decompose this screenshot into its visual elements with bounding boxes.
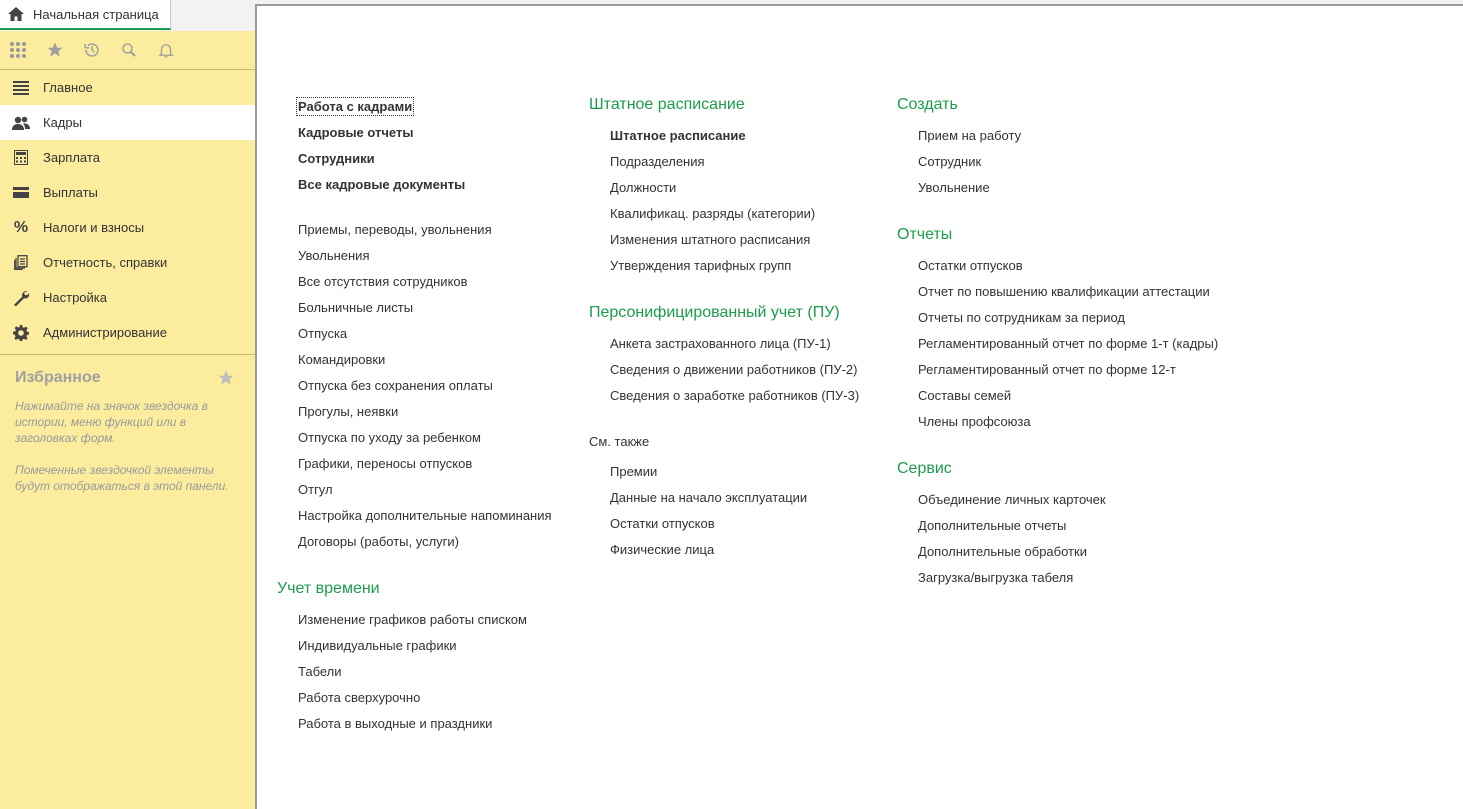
link-col1-item[interactable]: Отпуска по уходу за ребенком <box>298 430 481 445</box>
nav-item-label: Настройка <box>43 290 107 305</box>
section-nav <box>0 70 255 355</box>
link-pu-item[interactable]: Анкета застрахованного лица (ПУ-1) <box>610 336 831 351</box>
link-report-item[interactable]: Отчет по повышению квалификации аттестации <box>918 284 1210 299</box>
star-icon[interactable] <box>45 40 65 60</box>
link-time-item[interactable]: Табели <box>298 664 342 679</box>
link-all-hr-docs[interactable]: Все кадровые документы <box>298 177 466 192</box>
main-content <box>255 4 1463 809</box>
link-col1-item[interactable]: Договоры (работы, услуги) <box>298 534 460 549</box>
calculator-icon <box>12 150 30 166</box>
section-title-pu: Персонифицированный учет (ПУ) <box>589 304 840 321</box>
section-title-service: Сервис <box>897 460 952 477</box>
nav-item-taxes[interactable] <box>0 210 255 245</box>
wrench-icon <box>12 290 30 306</box>
nav-item-main[interactable] <box>0 70 255 105</box>
link-col1-item[interactable]: Увольнения <box>298 248 370 263</box>
divider <box>0 350 255 355</box>
section-title-time: Учет времени <box>277 580 380 597</box>
link-report-item[interactable]: Составы семей <box>918 388 1012 403</box>
link-pu-item[interactable]: Сведения о заработке работников (ПУ-3) <box>610 388 860 403</box>
link-staff-item[interactable]: Должности <box>610 180 677 195</box>
favorites-title: Избранное <box>15 369 101 386</box>
link-report-item[interactable]: Члены профсоюза <box>918 414 1031 429</box>
link-staff-item[interactable]: Утверждения тарифных групп <box>610 258 792 273</box>
link-col1-item[interactable]: Настройка дополнительные напоминания <box>298 508 552 523</box>
card-icon <box>12 185 30 201</box>
nav-item-settings[interactable] <box>0 280 255 315</box>
section-title-create: Создать <box>897 96 958 113</box>
link-staff-item[interactable]: Подразделения <box>610 154 705 169</box>
sidebar-toolbar <box>0 31 255 70</box>
favorites-header <box>0 358 255 398</box>
search-icon[interactable] <box>119 40 139 60</box>
link-time-item[interactable]: Изменение графиков работы списком <box>298 612 527 627</box>
link-col1-item[interactable]: Прогулы, неявки <box>298 404 399 419</box>
link-pu-item[interactable]: Сведения о движении работников (ПУ-2) <box>610 362 858 377</box>
link-report-item[interactable]: Регламентированный отчет по форме 12-т <box>918 362 1176 377</box>
percent-icon: % <box>13 218 29 236</box>
documents-icon <box>12 255 30 271</box>
tab-home-label: Начальная страница <box>33 6 159 22</box>
link-staff-item[interactable]: Квалификац. разряды (категории) <box>610 206 816 221</box>
link-hr-reports[interactable]: Кадровые отчеты <box>298 125 414 140</box>
link-col1-item[interactable]: Командировки <box>298 352 386 367</box>
link-col1-item[interactable]: Больничные листы <box>298 300 414 315</box>
link-service-item[interactable]: Дополнительные отчеты <box>918 518 1067 533</box>
gear-icon <box>12 325 30 341</box>
link-see-also-item[interactable]: Физические лица <box>610 542 715 557</box>
link-report-item[interactable]: Отчеты по сотрудникам за период <box>918 310 1125 325</box>
apps-grid-icon[interactable] <box>8 40 28 60</box>
nav-item-label: Кадры <box>43 115 82 130</box>
sidebar <box>0 31 255 809</box>
nav-item-label: Главное <box>43 80 93 95</box>
link-see-also-item[interactable]: Данные на начало эксплуатации <box>610 490 808 505</box>
link-col1-item[interactable]: Отпуска <box>298 326 348 341</box>
nav-item-admin[interactable] <box>0 315 255 350</box>
link-report-item[interactable]: Регламентированный отчет по форме 1-т (кадры) <box>918 336 1219 351</box>
see-also-label: См. также <box>589 434 650 449</box>
link-time-item[interactable]: Работа сверхурочно <box>298 690 421 705</box>
link-staff-item[interactable]: Штатное расписание <box>610 128 746 143</box>
section-title-reports: Отчеты <box>897 226 953 243</box>
tab-home[interactable] <box>0 0 171 30</box>
menu-lines-icon <box>12 80 30 96</box>
link-col1-item[interactable]: Приемы, переводы, увольнения <box>298 222 492 237</box>
link-employees[interactable]: Сотрудники <box>298 151 375 166</box>
link-staff-item[interactable]: Изменения штатного расписания <box>610 232 811 247</box>
link-hr-work[interactable]: Работа с кадрами <box>298 99 413 114</box>
nav-item-label: Отчетность, справки <box>43 255 168 270</box>
link-see-also-item[interactable]: Премии <box>610 464 658 479</box>
nav-item-payments[interactable] <box>0 175 255 210</box>
link-col1-item[interactable]: Отгул <box>298 482 333 497</box>
favorites-hint <box>0 398 250 494</box>
link-time-item[interactable]: Индивидуальные графики <box>298 638 457 653</box>
users-icon <box>12 115 30 131</box>
nav-item-label: Зарплата <box>43 150 100 165</box>
link-report-item[interactable]: Остатки отпусков <box>918 258 1023 273</box>
link-see-also-item[interactable]: Остатки отпусков <box>610 516 715 531</box>
home-icon <box>8 7 24 21</box>
link-service-item[interactable]: Загрузка/выгрузка табеля <box>918 570 1074 585</box>
favorites-hint-1: Нажимайте на значок звездочка в истории, меню функций или в заголовках форм. <box>15 399 208 445</box>
history-icon[interactable] <box>82 40 102 60</box>
favorites-hint-2: Помеченные звездочкой элементы будут отображаться в этой панели. <box>15 463 229 493</box>
star-icon[interactable] <box>217 369 235 387</box>
nav-item-label: Налоги и взносы <box>43 220 145 235</box>
nav-item-salary[interactable] <box>0 140 255 175</box>
link-create-item[interactable]: Увольнение <box>918 180 990 195</box>
nav-item-label: Администрирование <box>43 325 167 340</box>
section-title-staff: Штатное расписание <box>589 96 745 113</box>
link-service-item[interactable]: Дополнительные обработки <box>918 544 1087 559</box>
link-create-item[interactable]: Прием на работу <box>918 128 1022 143</box>
link-col1-item[interactable]: Графики, переносы отпусков <box>298 456 473 471</box>
nav-item-reports[interactable] <box>0 245 255 280</box>
nav-item-hr[interactable] <box>0 105 255 140</box>
link-col1-item[interactable]: Отпуска без сохранения оплаты <box>298 378 493 393</box>
nav-item-label: Выплаты <box>43 185 98 200</box>
link-create-item[interactable]: Сотрудник <box>918 154 982 169</box>
bell-icon[interactable] <box>156 40 176 60</box>
link-time-item[interactable]: Работа в выходные и праздники <box>298 716 493 731</box>
link-service-item[interactable]: Объединение личных карточек <box>918 492 1106 507</box>
link-col1-item[interactable]: Все отсутствия сотрудников <box>298 274 468 289</box>
